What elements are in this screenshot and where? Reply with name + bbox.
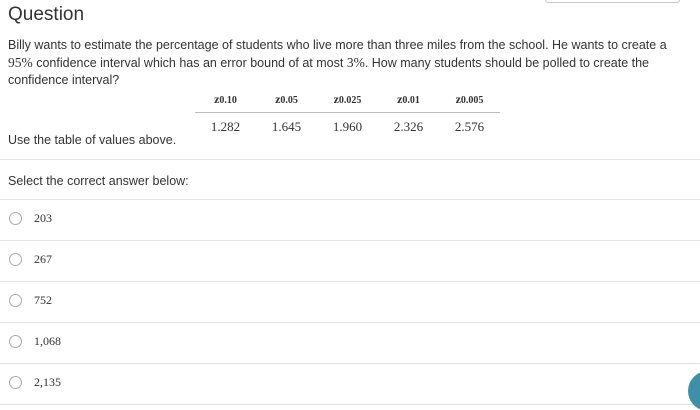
- top-right-box: [545, 0, 680, 3]
- z-value-cell: 1.960: [332, 119, 363, 134]
- question-part-1: Billy wants to estimate the percentage of students who live more than three miles from the school. He wants to create a: [8, 38, 667, 52]
- use-table-instruction: Use the table of values above.: [8, 133, 177, 147]
- answer-option-267[interactable]: [0, 241, 700, 281]
- z-value-cell: 1.282: [210, 119, 241, 134]
- z-header-0-005: z0.005: [439, 88, 500, 113]
- divider: [0, 404, 700, 405]
- question-heading: Question: [8, 4, 85, 25]
- question-pct-3: 3%: [346, 55, 365, 70]
- z-header-0-10: z0.10: [195, 88, 256, 113]
- answer-option-2135[interactable]: [0, 364, 700, 404]
- radio-button[interactable]: [9, 212, 22, 225]
- z-value-table: [195, 88, 500, 138]
- radio-button[interactable]: [9, 376, 22, 389]
- answer-option-1068[interactable]: [0, 323, 700, 363]
- answer-option-752[interactable]: [0, 282, 700, 322]
- radio-button[interactable]: [9, 253, 22, 266]
- answer-option-label: 267: [34, 252, 52, 266]
- radio-button[interactable]: [9, 335, 22, 348]
- z-header-0-01: z0.01: [378, 88, 439, 113]
- question-text: [8, 37, 668, 89]
- answer-option-label: 2,135: [34, 375, 61, 389]
- question-pct-95: 95%: [8, 55, 33, 70]
- radio-button[interactable]: [9, 294, 22, 307]
- select-answer-label: Select the correct answer below:: [8, 174, 189, 188]
- divider: [0, 159, 700, 160]
- z-table-header-row: [195, 88, 500, 113]
- answer-option-203[interactable]: [0, 200, 700, 240]
- answer-option-label: 203: [34, 211, 52, 225]
- z-header-0-025: z0.025: [317, 88, 378, 113]
- z-value-cell: 2.326: [393, 119, 424, 134]
- question-part-2: confidence interval which has an error bound of at most: [32, 56, 347, 70]
- question-part-3: . How many students should be polled to create the confidence interval?: [8, 56, 650, 87]
- z-header-0-05: z0.05: [256, 88, 317, 113]
- z-table-value-row: [195, 113, 500, 139]
- z-value-cell: 2.576: [454, 119, 485, 134]
- answer-option-label: 752: [34, 293, 52, 307]
- answer-option-label: 1,068: [34, 334, 61, 348]
- z-value-cell: 1.645: [271, 119, 302, 134]
